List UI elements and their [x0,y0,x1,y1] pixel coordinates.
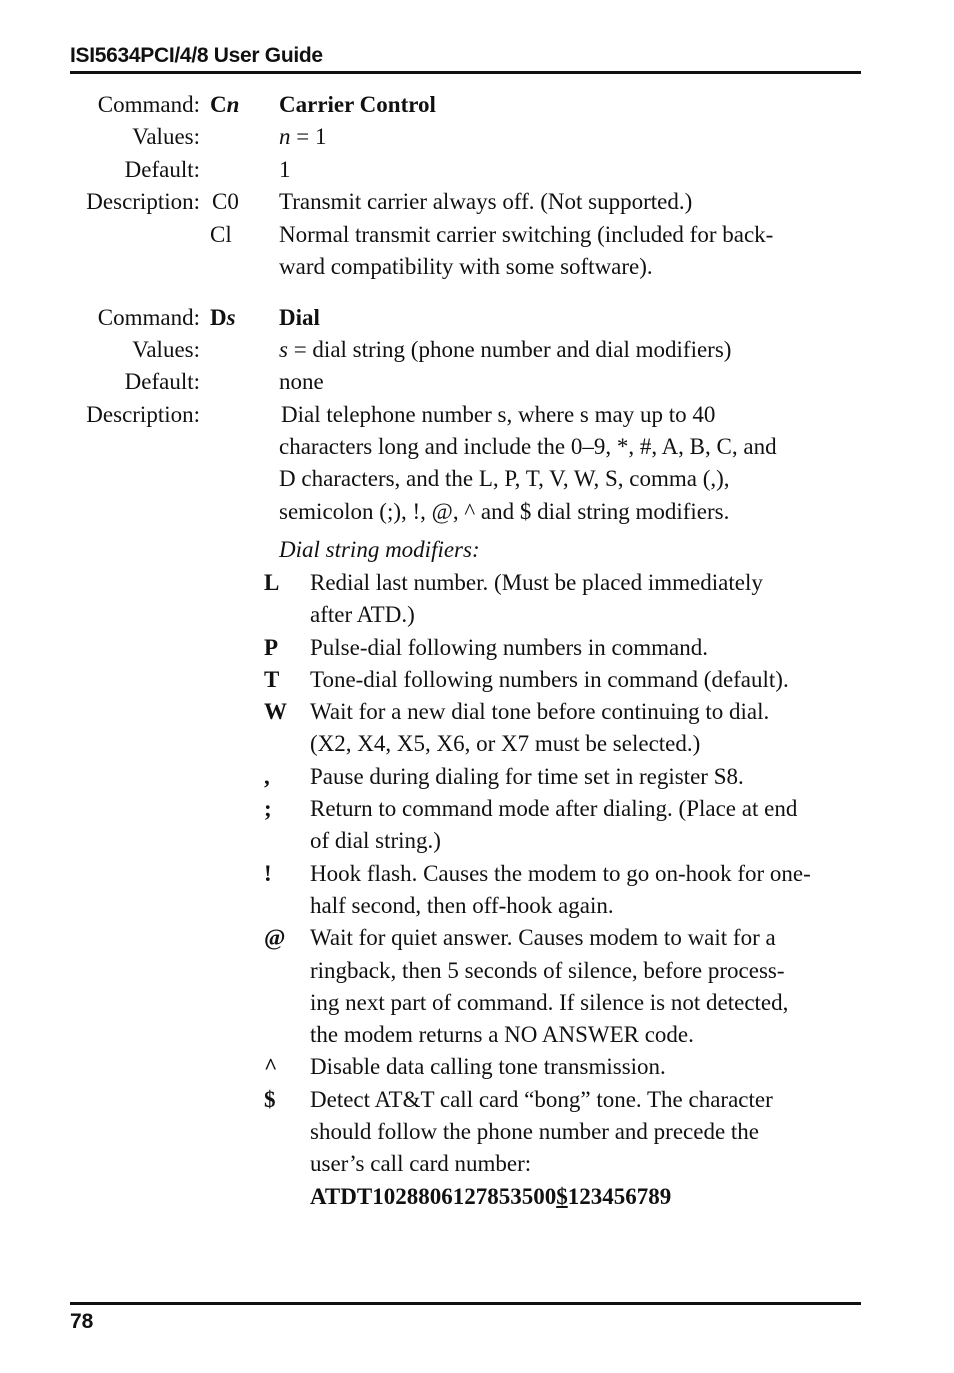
modifier-text: of dial string.) [310,828,441,854]
values-rest: = 1 [290,124,327,149]
modifier-key: L [264,570,280,595]
modifiers-heading: Dial string modifiers: [279,537,480,562]
modifier-text: Hook flash. Causes the modem to go on-hook for one- [310,860,811,886]
modifier-key: , [264,763,270,789]
example-underlined: $ [556,1184,568,1209]
modifier-text: Redial last number. (Must be placed immediately [310,570,763,595]
command-title: Carrier Control [279,92,436,117]
modifier-item [264,761,864,793]
header-rule [70,71,861,74]
footer-rule [70,1302,861,1305]
modifier-text: user’s call card number: [310,1151,532,1177]
modifier-text: should follow the phone number and precede the [310,1119,760,1145]
modifier-text: Pause during dialing for time set in register S8. [310,763,744,789]
example-before: ATDT102880612785350 [310,1184,545,1209]
page-number: 78 [70,1310,94,1333]
modifier-text: (X2, X4, X5, X6, or X7 must be selected.) [310,731,701,757]
description-line: Dial telephone number s, where s may up to 40 [281,402,716,427]
values-var: n [279,124,291,149]
modifier-item [264,1051,864,1083]
description-line: semicolon (;), !, @, ^ and $ dial string modifiers. [279,499,730,524]
modifier-text: ringback, then 5 seconds of silence, before process- [310,957,785,983]
command-code-prefix: C [210,92,227,117]
description-line: D characters, and the L, P, T, V, W, S, comma (,), [279,466,730,491]
option-code: C0 [212,189,239,214]
values-label: Values: [132,124,200,149]
modifier-key: ! [264,860,272,886]
default-value: 1 [279,157,291,182]
modifier-item [264,858,864,923]
modifier-text: half second, then off-hook again. [310,892,614,918]
command-code-suffix: s [226,305,236,330]
example-row [310,1181,870,1214]
values-text [279,121,326,154]
modifier-key: W [264,699,287,725]
modifier-key: T [264,666,280,692]
default-value: none [279,369,324,394]
modifier-text: Wait for a new dial tone before continuing to dial. [310,699,770,725]
command-code-prefix: D [210,305,227,330]
modifier-item [264,696,864,761]
values-text [279,334,731,367]
command-code [210,302,236,335]
modifier-item [264,793,864,858]
example-middle: 0 [544,1184,557,1209]
modifier-text: Wait for quiet answer. Causes modem to wait for a [310,925,776,951]
modifier-key: $ [264,1086,276,1112]
modifier-key: ; [264,796,272,822]
modifier-text: the modem returns a NO ANSWER code. [310,1022,694,1048]
modifier-text: Return to command mode after dialing. (Place at end [310,796,798,822]
modifier-key: P [264,634,279,660]
running-header-title: ISI5634PCI/4/8 User Guide [70,44,323,67]
values-var: s [279,337,288,362]
modifier-text: Disable data calling tone transmission. [310,1054,666,1080]
option-code: Cl [210,222,232,247]
command-label: Command: [97,305,200,330]
option-text: Transmit carrier always off. (Not supported.) [279,189,693,214]
values-rest: = dial string (phone number and dial modifiers) [287,337,732,362]
command-code [210,89,239,122]
modifier-item [264,632,864,664]
modifier-item [264,567,864,632]
modifier-text: ing next part of command. If silence is not detected, [310,989,789,1015]
modifier-item [264,664,864,696]
modifier-text: Tone-dial following numbers in command (default). [310,666,789,692]
modifier-key: ^ [264,1054,278,1080]
description-line: characters long and include the 0–9, *, #, A, B, C, and [279,434,777,459]
modifier-item [264,922,864,1051]
values-label: Values: [132,337,200,362]
modifier-item [264,1084,864,1181]
command-label: Command: [97,92,200,117]
modifier-text: after ATD.) [310,602,415,628]
command-title: Dial [279,305,320,330]
description-label: Description: [86,402,200,427]
example-after: 123456789 [567,1184,672,1209]
example-command [310,1184,671,1209]
option-text: Normal transmit carrier switching (included for back- [279,222,774,247]
modifier-key: @ [264,925,286,951]
modifier-text: Pulse-dial following numbers in command. [310,634,708,660]
option-text: ward compatibility with some software). [279,254,653,279]
command-code-suffix: n [226,92,240,117]
default-label: Default: [124,157,200,182]
default-label: Default: [124,369,200,394]
modifier-list [264,567,864,1181]
modifier-text: Detect AT&T call card “bong” tone. The character [310,1086,773,1112]
description-label: Description: [86,189,200,214]
